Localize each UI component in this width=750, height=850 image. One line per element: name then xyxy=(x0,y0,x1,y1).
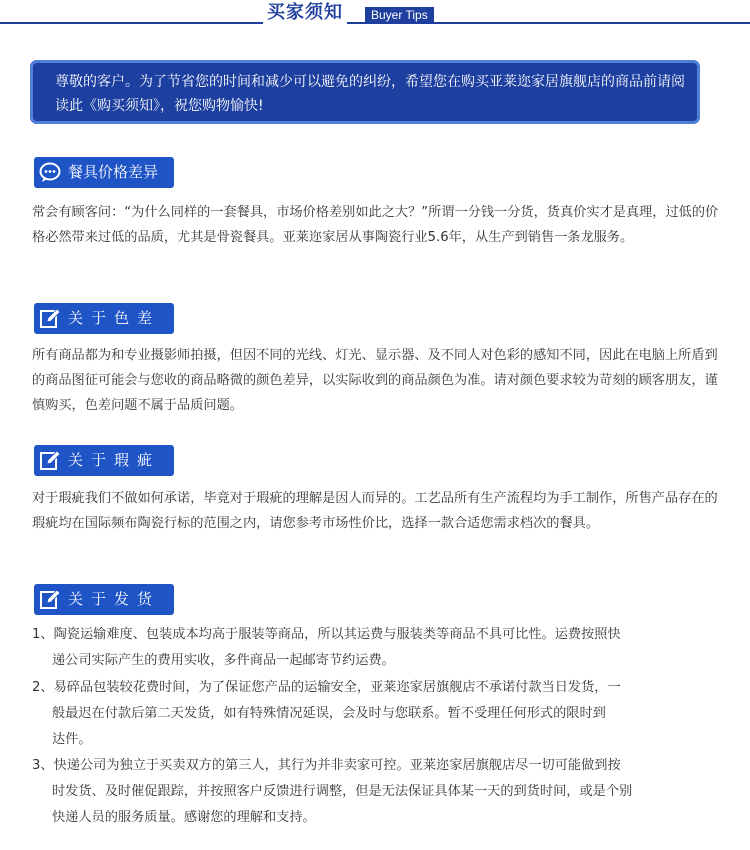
section-tag-label: 关于发货 xyxy=(68,590,161,608)
section-tag-label: 关于瑕疵 xyxy=(68,451,161,469)
list-item-line: 般最迟在付款后第二天发货，如有特殊情况延误，会及时与您联系。暂不受理任何形式的限时到 xyxy=(52,706,606,721)
list-item-line: 递公司实际产生的费用实收，多件商品一起邮寄节约运费。 xyxy=(52,653,395,668)
section-tag-price xyxy=(34,157,174,188)
list-item-line: 快递公司为独立于买卖双方的第三人，其行为并非卖家可控。亚莱迩家居旗舰店尽一切可能做到按 xyxy=(53,758,621,773)
section-tag-label: 餐具价格差异 xyxy=(68,163,159,181)
notice-banner xyxy=(30,60,700,124)
list-item xyxy=(32,675,722,753)
title-badge: Buyer Tips xyxy=(365,7,434,24)
section-text-flaw: 对于瑕疵我们不做如何承诺，毕竟对于瑕疵的理解是因人而异的。工艺品所有生产流程均为手工制作，所售产品存在的瑕疵均在国际频布陶瓷行标的范围之内，请您参考市场性价比，选择一款合适您需求档次的餐具。 xyxy=(32,491,718,531)
list-item-number: 1、 xyxy=(32,627,54,642)
list-item xyxy=(32,753,722,831)
page-title: 买家须知 xyxy=(263,2,347,24)
list-item-line: 时发货、及时催促跟踪，并按照客户反馈进行调整，但是无法保证具体某一天的到货时间，或是个别 xyxy=(52,784,633,799)
list-item-number: 2、 xyxy=(32,680,54,695)
chat-bubble-icon xyxy=(39,162,61,183)
section-text-color: 所有商品都为和专业摄影师拍摄，但因不同的光线、灯光、显示器、及不同人对色彩的感知不同，因此在电脑上所盾到的商品图征可能会与您收的商品略微的颜色差异，以实际收到的商品颜色为准。请对颜色要求较为苛刻的顾客朋友，谨慎购买，色差问题不属于品质问题。 xyxy=(32,348,718,413)
list-item-number: 3、 xyxy=(32,758,54,773)
list-item-line: 快递人员的服务质量。感谢您的理解和支持。 xyxy=(52,810,316,825)
list-item-line: 易碎品包装较花费时间，为了保证您产品的运输安全，亚莱迩家居旗舰店不承诺付款当日发货，一 xyxy=(53,680,621,695)
edit-icon xyxy=(39,308,61,329)
notice-text: 尊敬的客户。为了节省您的时间和减少可以避免的纠纷，希望您在购买亚莱迩家居旗舰店的商品前请阅读此《购买须知》，祝您购物愉快! xyxy=(55,74,685,114)
section-tag-flaw xyxy=(34,445,174,476)
section-tag-shipping xyxy=(34,584,174,615)
list-item-line: 陶瓷运输难度、包装成本均高于服装等商品，所以其运费与服装类等商品不具可比性。运费按照快 xyxy=(53,627,621,642)
section-tag-color xyxy=(34,303,174,334)
section-tag-label: 关于色差 xyxy=(68,309,161,327)
list-item-line: 达件。 xyxy=(52,732,92,747)
edit-icon xyxy=(39,450,61,471)
edit-icon xyxy=(39,589,61,610)
section-text-price: 常会有顾客问：“为什么同样的一套餐具，市场价格差别如此之大？”所谓一分钱一分货，货真价实才是真理，过低的价格必然带来过低的品质，尤其是骨瓷餐具。亚莱迩家居从事陶瓷行业5.6年，从生产到销售一条龙服务。 xyxy=(32,205,719,245)
page-header xyxy=(0,0,750,30)
list-item xyxy=(32,622,722,674)
